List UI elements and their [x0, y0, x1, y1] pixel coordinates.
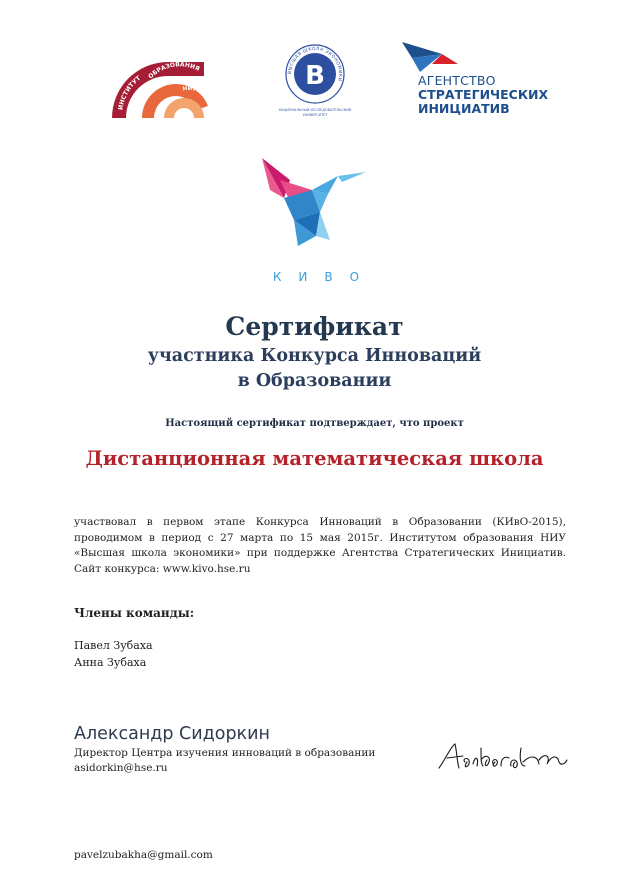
signer-email: asidorkin@hse.ru [74, 762, 168, 774]
hse-ring-text: ВЫСШАЯ ШКОЛА ЭКОНОМИКИ [287, 46, 343, 82]
project-name: Дистанционная математическая школа [85, 447, 544, 470]
signer-name: Александр Сидоркин [74, 724, 270, 744]
team-member: Анна Зубаха [74, 656, 147, 669]
hse-caption-line1: НАЦИОНАЛЬНЫЙ ИССЛЕДОВАТЕЛЬСКИЙ [278, 108, 352, 112]
certificate-subtitle-line1: участника Конкурса Инноваций [147, 346, 482, 366]
hse-seal-logo [270, 40, 360, 122]
agency-line2: СТРАТЕГИЧЕСКИХ [418, 87, 549, 102]
institute-arc2-text: ОБРАЗОВАНИЯ [147, 61, 201, 81]
certificate-subtitle-line2: в Образовании [237, 371, 392, 391]
signer-role: Директор Центра изучения инноваций в образовании [74, 747, 376, 759]
handwritten-signature [435, 738, 570, 776]
agency-line3: ИНИЦИАТИВ [418, 101, 510, 116]
body-line-4: Сайт конкурса: www.kivo.hse.ru [74, 562, 251, 575]
certificate-body [74, 515, 566, 577]
institute-logo [108, 42, 226, 118]
certificate-title: Сертификат [225, 312, 404, 341]
kivo-bird-logo [250, 150, 370, 250]
institute-arc3-text: НИУ ВШЭ [182, 85, 214, 102]
confirm-statement: Настоящий сертификат подтверждает, что проект [165, 418, 464, 429]
team-member: Павел Зубаха [74, 639, 153, 652]
hse-caption-line2: УНИВЕРСИТЕТ [302, 113, 328, 117]
body-line-3: «Высшая школа экономики» при поддержке Агентства Стратегических Инициатив. [74, 547, 566, 559]
team-heading: Члены команды: [74, 606, 195, 620]
svg-text:В: В [305, 61, 325, 91]
kivo-wordmark: КИВО [272, 270, 377, 284]
body-line-2: проводимом в период с 27 марта по 15 мая 2015г. Институтом образования НИУ [74, 531, 566, 544]
agency-logo [402, 42, 572, 118]
institute-arc1-text: ИНСТИТУТ [117, 74, 143, 111]
footer-email: pavelzubakha@gmail.com [74, 849, 213, 861]
agency-line1: АГЕНТСТВО [418, 73, 496, 88]
body-line-1: участвовал в первом этапе Конкурса Инноваций в Образовании (КИвО-2015), [74, 516, 566, 528]
